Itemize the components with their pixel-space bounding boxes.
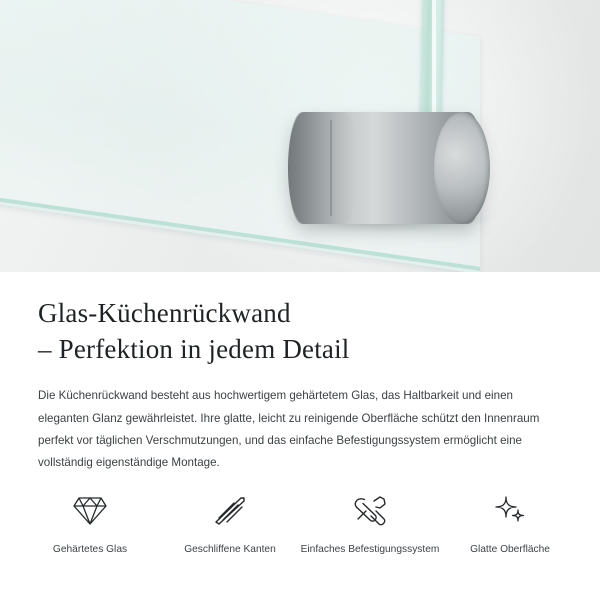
feature-item <box>300 491 440 556</box>
diamond-icon <box>20 491 160 531</box>
feature-label: Einfaches Befestigungssystem <box>300 543 440 555</box>
feature-label: Geschliffene Kanten <box>184 543 276 555</box>
feature-item <box>160 491 300 556</box>
feature-item <box>440 491 580 556</box>
description-paragraph: Die Küchenrückwand besteht aus hochwertigem gehärtetem Glas, das Haltbarkeit und einen eleganten Glanz gewährleistet. Ihre glatte, leicht zu reinigende Oberfläche schützt den Innenraum perfekt vor täglichen Verschmutzungen, und das einfache Befestigungssystem ermöglicht eine vollständig eigenständige Montage. <box>38 389 540 469</box>
metal-mount-seam <box>330 120 332 216</box>
feature-label: Gehärtetes Glas <box>52 543 128 555</box>
metal-mount-shading <box>288 112 358 224</box>
metal-mount-cap <box>434 112 490 224</box>
page-title <box>38 296 562 367</box>
feature-label: Glatte Oberfläche <box>470 543 550 555</box>
feature-item <box>20 491 160 556</box>
feature-list <box>0 491 600 556</box>
headline-line-1: Glas-Küchenrückwand <box>38 298 291 328</box>
hero-product-image <box>0 0 600 272</box>
headline-line-2: – Perfektion in jedem Detail <box>38 333 350 364</box>
content-block <box>0 272 600 474</box>
tools-icon <box>300 491 440 531</box>
polished-edges-icon <box>160 491 300 531</box>
sparkle-icon <box>440 491 580 531</box>
